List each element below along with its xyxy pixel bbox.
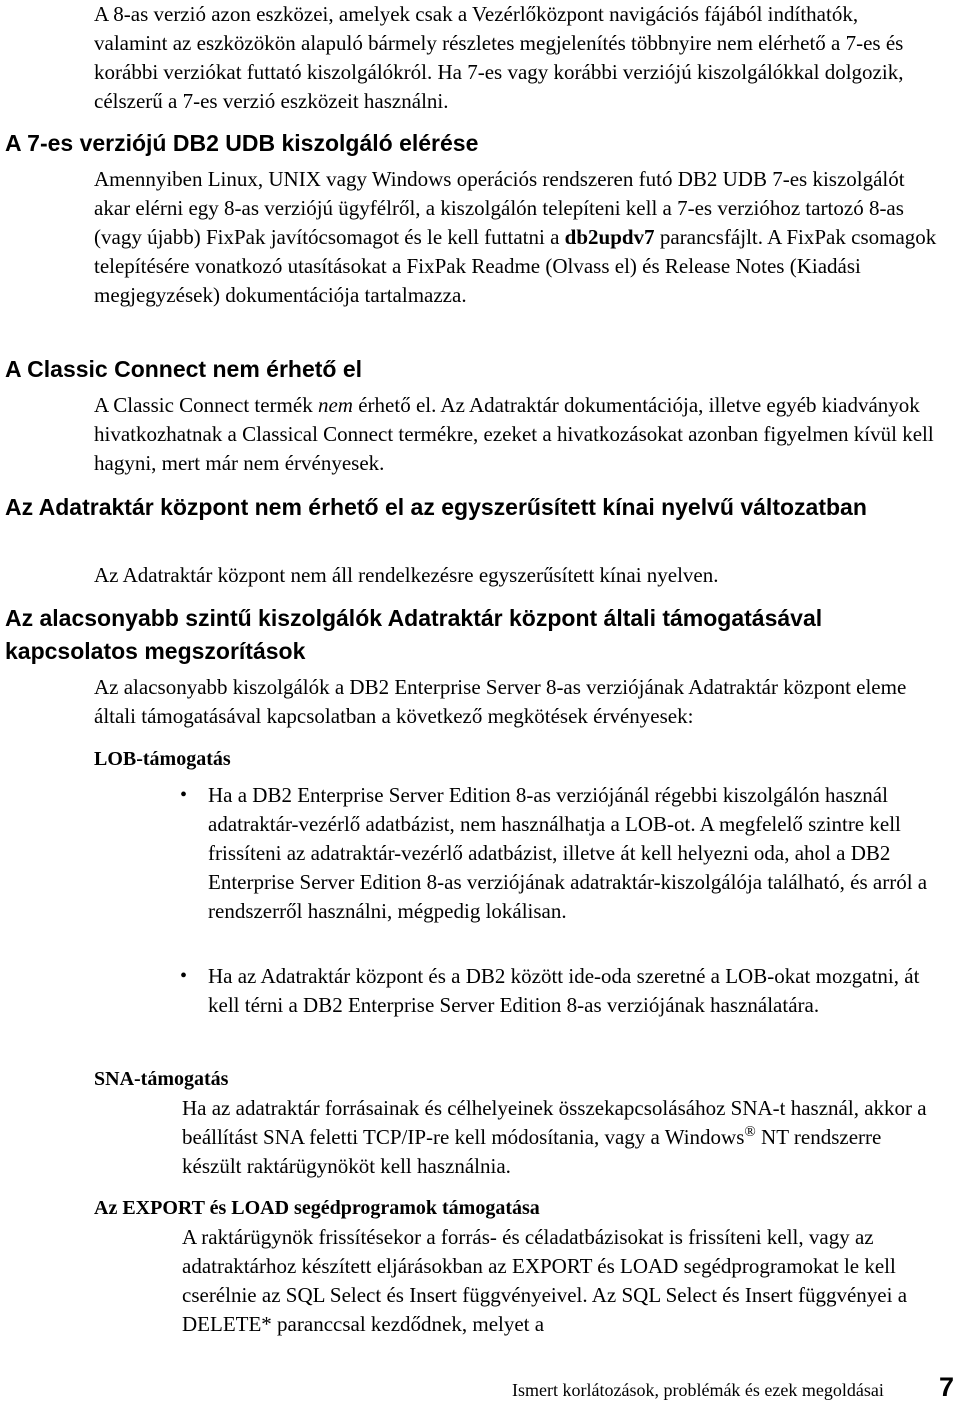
term-lob-support: LOB-támogatás	[94, 748, 231, 770]
section1-text-b: parancsfájlt. A FixPak csomagok telepítésére vonatkozó utasításokat a FixPak Readme (Olvass el) és Release Notes (Kiadási megjegyzések) dokumentációja tartalmazza.	[94, 225, 937, 307]
section2-emphasis: nem	[317, 393, 353, 417]
sna-text-b: NT rendszerre készült raktárügynököt kell használnia.	[182, 1125, 882, 1178]
section-heading-downlevel-restrictions: Az alacsonyabb szintű kiszolgálók Adatraktár központ általi támogatásával kapcsolatos megszorítások	[5, 605, 823, 664]
export-load-paragraph: A raktárügynök frissítésekor a forrás- és céladatbázisokat is frissíteni kell, vagy az adatraktárhoz készített eljárásokban az EXPORT és LOAD segédprogramokat le kell cserélnie az SQL Select és Insert függvényeivel. Az SQL Select és Insert függvényei a DELETE* paranccsal kezdődnek, melyet a	[182, 1225, 908, 1336]
bullet-icon: •	[180, 784, 188, 806]
page-number: 7	[939, 1372, 955, 1402]
section4-paragraph: Az alacsonyabb kiszolgálók a DB2 Enterprise Server 8-as verziójának Adatraktár központ eleme általi támogatásával kapcsolatban a következő megkötések érvényesek:	[94, 675, 907, 728]
section1-paragraph	[94, 165, 939, 310]
lob-bullet-2: Ha az Adatraktár központ és a DB2 között ide-oda szeretné a LOB-okat mozgatni, át kell térni a DB2 Enterprise Server Edition 8-as verziójának használatára.	[208, 964, 920, 1017]
section2-paragraph	[94, 391, 939, 478]
command-db2updv7: db2updv7	[564, 225, 655, 249]
registered-trademark: ®	[744, 1124, 756, 1140]
section3-paragraph: Az Adatraktár központ nem áll rendelkezésre egyszerűsített kínai nyelven.	[94, 563, 719, 587]
sna-paragraph	[182, 1094, 942, 1181]
lob-bullet-1: Ha a DB2 Enterprise Server Edition 8-as verziójánál régebbi kiszolgálón használ adatraktár-vezérlő adatbázist, nem használhatja a LOB-ot. A megfelelő szintre kell frissíteni az adatraktár-vezérlő adatbázist, illetve át kell helyezni oda, ahol a DB2 Enterprise Server Edition 8-as verziójának adatraktár-kiszolgálója található, és arról a rendszerről használni, mégpedig lokálisan.	[208, 783, 928, 923]
section1-text-a: Amennyiben Linux, UNIX vagy Windows operációs rendszeren futó DB2 UDB 7-es kiszolgálót akar elérni egy 8-as verziójú ügyfélről, a kiszolgálón telepíteni kell a 7-es verzióhoz tartozó 8-as (vagy újabb) FixPak javítócsomagot és le kell futtatni a	[94, 167, 905, 249]
section-heading-db2-v7-access: A 7-es verziójú DB2 UDB kiszolgáló elérése	[5, 130, 479, 156]
sna-text-a: Ha az adatraktár forrásainak és célhelyeinek összekapcsolásához SNA-t használ, akkor a beállítást SNA feletti TCP/IP-re kell módosítania, vagy a Windows	[182, 1096, 927, 1149]
section-heading-chinese-version: Az Adatraktár központ nem érhető el az egyszerűsített kínai nyelvű változatban	[5, 494, 867, 520]
term-export-load-support: Az EXPORT és LOAD segédprogramok támogatása	[94, 1197, 540, 1219]
intro-paragraph: A 8-as verzió azon eszközei, amelyek csak a Vezérlőközpont navigációs fájából indíthatók, valamint az eszközökön alapuló bármely részletes megjelenítés többnyire nem elérhető a 7-es és korábbi verziókat futtató kiszolgálókról. Ha 7-es vagy korábbi verziójú kiszolgálókkal dolgozik, célszerű a 7-es verzió eszközeit használni.	[94, 2, 904, 113]
section-heading-classic-connect: A Classic Connect nem érhető el	[5, 356, 363, 382]
footer-title: Ismert korlátozások, problémák és ezek megoldásai	[512, 1380, 884, 1400]
term-sna-support: SNA-támogatás	[94, 1068, 229, 1090]
section2-text-b: érhető el. Az Adatraktár dokumentációja, illetve egyéb kiadványok hivatkozhatnak a Classical Connect termékre, ezeket a hivatkozásokat azonban figyelmen kívül kell hagyni, mert már nem érvényesek.	[94, 393, 934, 475]
section2-text-a: A Classic Connect termék	[94, 393, 313, 417]
bullet-icon: •	[180, 965, 188, 987]
